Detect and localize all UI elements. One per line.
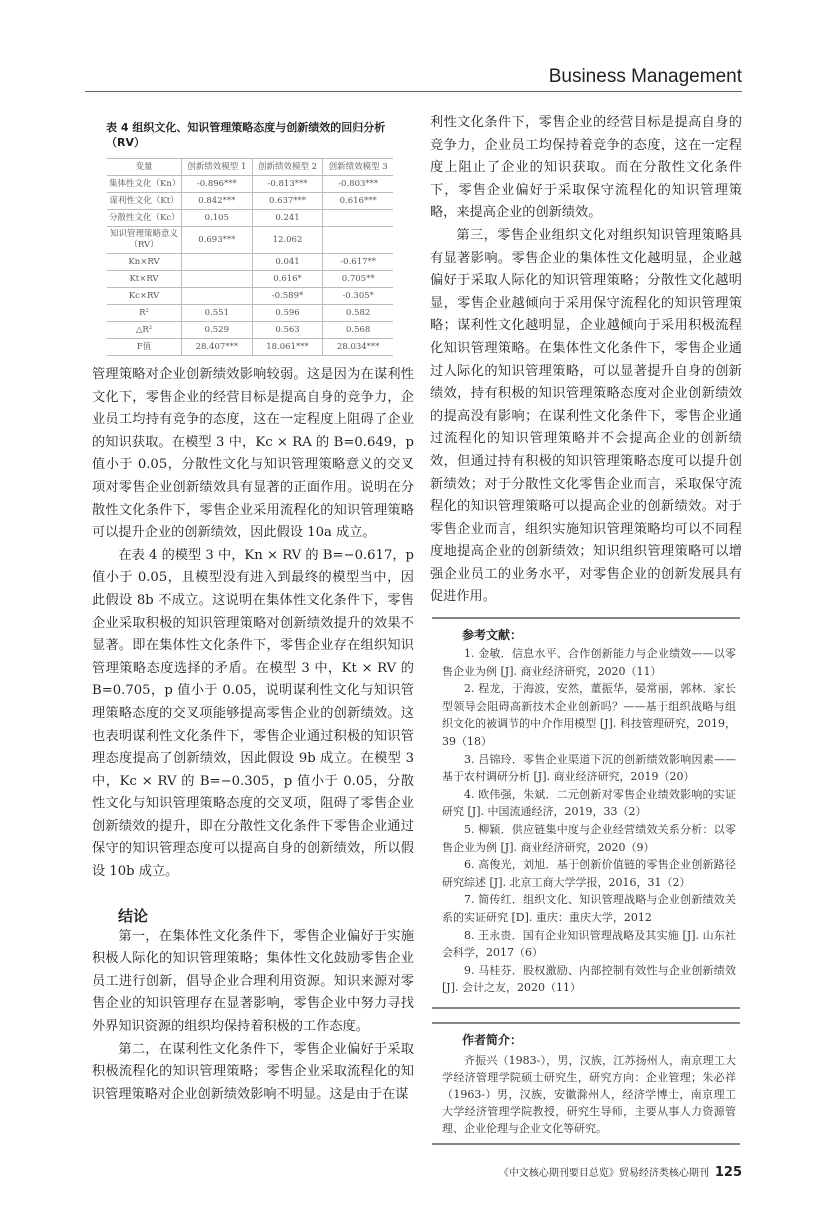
table-cell: 0.693*** [182, 227, 253, 254]
table-row [107, 159, 393, 176]
table-cell: 0.596 [252, 305, 323, 322]
table-cell [182, 254, 253, 271]
references-list [442, 645, 736, 997]
table-row [107, 322, 393, 339]
table-cell: 谋利性文化（Kt） [107, 193, 182, 210]
column-header: 创新绩效模型 2 [252, 159, 323, 176]
table-cell: △R² [107, 322, 182, 339]
table-cell [182, 271, 253, 288]
table-caption: 表 4 组织文化、知识管理策略态度与创新绩效的回归分析（RV） [106, 121, 386, 149]
page-number: 125 [714, 1164, 742, 1180]
divider [432, 1007, 740, 1009]
table-cell: 0.616*** [323, 193, 393, 210]
author-heading: 作者简介： [462, 1032, 523, 1047]
table-row [107, 227, 393, 254]
divider [432, 1143, 740, 1145]
reference-item: 2. 程龙，于海波，安然，董振华，晏常丽，郭林．家长型领导会阻碍高新技术企业创新吗？——基于组织战略与组织文化的被调节的中介作用模型 [J]. 科技管理研究，2019，39（18） [442, 682, 736, 749]
table-cell: 0.705** [323, 271, 393, 288]
table-cell: 0.637*** [252, 193, 323, 210]
table-cell: 0.568 [323, 322, 393, 339]
paragraph: 第三，零售企业组织文化对组织知识管理策略具有显著影响。零售企业的集体性文化越明显，企业越偏好于采取人际化的知识管理策略；分散性文化越明显，零售企业越倾向于采用保守流程化的知识管理策略；谋利性文化越明显，企业越倾向于采用积极流程化知识管理策略。在集体性文化条件下，零售企业通过人际化的知识管理策略，可以显著提升自身的创新绩效，持有积极的知识管理策略态度对企业创新绩效的提高没有影响；在谋利性文化条件下，零售企业通过流程化的知识管理策略并不会提高企业的创新绩效，但通过持有积极的知识管理策略态度可以提升创新绩效；对于分散性文化零售企业而言，采取保守流程化的知识管理策略可以提高企业的创新绩效。对于零售企业而言，组织实施知识管理策略均可以不同程度地提高企业的创新绩效；知识组织管理策略可以增强企业员工的业务水平，对零售企业的创新发展具有促进作用。 [430, 227, 742, 605]
table-row [107, 210, 393, 227]
reference-item: 5. 柳颖．供应链集中度与企业经营绩效关系分析：以零售企业为例 [J]. 商业经济研究，2020（9） [442, 823, 736, 854]
reference-item: 7. 简传红．组织文化、知识管理战略与企业创新绩效关系的实证研究 [D]. 重庆：重庆大学，2012 [442, 893, 736, 924]
table-cell: 0.563 [252, 322, 323, 339]
table-cell [323, 210, 393, 227]
paragraph: 第二，在谋利性文化条件下，零售企业偏好于采取积极流程化的知识管理策略；零售企业采取流程化的知识管理策略对企业创新绩效影响不明显。这是由于在谋 [92, 1041, 414, 1102]
table-row [107, 254, 393, 271]
table-cell: 0.842*** [182, 193, 253, 210]
table-cell: Kt×RV [107, 271, 182, 288]
table-row [107, 193, 393, 210]
paragraph: 管理策略对企业创新绩效影响较弱。这是因为在谋利性文化下，零售企业的经营目标是提高自身的竞争力，企业员工均持有竞争的态度，这在一定程度上阻碍了企业的知识获取。在模型 3 中，Kc × RA 的 B=0.649，p 值小于 0.05，分散性文化与知识管理策略意义的交叉项对零售企业创新绩效具有显著的正面作用。说明在分散性文化条件下，零售企业采用流程化的知识管理策略可以提升企业的创新绩效，因此假设 10a 成立。 [92, 367, 414, 541]
section-heading-conclusion: 结论 [118, 906, 149, 925]
table-cell: 0.041 [252, 254, 323, 271]
table-cell: F值 [107, 339, 182, 356]
table-cell: -0.803*** [323, 176, 393, 193]
table-cell: 0.582 [323, 305, 393, 322]
conclusion-body [92, 926, 414, 1107]
table-cell: 28.407*** [182, 339, 253, 356]
table-cell: 0.105 [182, 210, 253, 227]
header-rule [85, 91, 742, 92]
footer-journal: 《中文核心期刊要目总览》贸易经济类核心期刊 [498, 1167, 709, 1179]
divider [432, 617, 740, 619]
table-cell: -0.589* [252, 288, 323, 305]
column-header: 创新绩效模型 3 [323, 159, 393, 176]
reference-item: 4. 欧伟强，朱斌．二元创新对零售企业绩效影响的实证研究 [J]. 中国流通经济，2019，33（2） [442, 787, 736, 819]
table-cell: 集体性文化（Kn） [107, 176, 182, 193]
table-cell: 知识管理策略意义（RV） [107, 227, 182, 254]
table-cell [182, 288, 253, 305]
running-header: Business Management [548, 66, 742, 87]
references-heading: 参考文献： [462, 628, 523, 643]
table-cell: 分散性文化（Kc） [107, 210, 182, 227]
table-cell: Kc×RV [107, 288, 182, 305]
table-cell: 12.062 [252, 227, 323, 254]
paragraph: 在表 4 的模型 3 中，Kn × RV 的 B=−0.617，p 值小于 0.05，且模型没有进入到最终的模型当中，因此假设 8b 不成立。这说明在集体性文化条件下，零售企业采取积极的知识管理策略对创新绩效提升的效果不显著。即在集体性文化条件下，零售企业存在组织知识管理策略态度选择的矛盾。在模型 3 中，Kt × RV 的 B=0.705，p 值小于 0.05，说明谋利性文化与知识管理策略态度的交叉项能够提高零售企业的创新绩效。这也表明谋利性文化条件下，零售企业通过积极的知识管理态度提高了创新绩效，因此假设 9b 成立。在模型 3 中，Kc × RV 的 B=−0.305，p 值小于 0.05，分散性文化与知识管理策略态度的交叉项，阻碍了零售企业创新绩效的提升，即在分散性文化条件下零售企业通过保守的知识管理态度可以提高自身的创新绩效，所以假设 10b 成立。 [92, 547, 414, 880]
reference-item: 8. 王永贵．国有企业知识管理战略及其实施 [J]. 山东社会科学，2017（6） [442, 928, 736, 960]
table-cell: 0.551 [182, 305, 253, 322]
paragraph: 利性文化条件下，零售企业的经营目标是提高自身的竞争力，企业员工均保持着竞争的态度，这在一定程度上阻止了企业的知识获取。而在分散性文化条件下，零售企业偏好于采取保守流程化的知识管理策略，来提高企业的创新绩效。 [430, 115, 742, 221]
table-cell [323, 227, 393, 254]
left-column-top [92, 364, 414, 884]
table-cell: -0.617** [323, 254, 393, 271]
table-cell: Kn×RV [107, 254, 182, 271]
table-row [107, 339, 393, 356]
divider [432, 1022, 740, 1024]
regression-table [107, 158, 393, 356]
paragraph: 第一，在集体性文化条件下，零售企业偏好于实施积极人际化的知识管理策略；集体性文化鼓励零售企业员工进行创新，倡导企业合理利用资源。知识来源对零售企业的知识管理存在显著影响，零售企业中努力寻找外界知识资源的组织均保持着积极的工作态度。 [92, 928, 414, 1035]
table-cell: 0.241 [252, 210, 323, 227]
reference-item: 9. 马桂芬．股权激励、内部控制有效性与企业创新绩效 [J]. 会计之友，2020（11） [442, 963, 736, 995]
reference-item: 1. 金敏．信息水平、合作创新能力与企业绩效——以零售企业为例 [J]. 商业经济研究，2020（11） [442, 647, 736, 678]
table-cell: 0.616* [252, 271, 323, 288]
table-cell: -0.813*** [252, 176, 323, 193]
reference-item: 3. 吕锦玲．零售企业渠道下沉的创新绩效影响因素——基于农村调研分析 [J]. 商业经济研究，2019（20） [442, 752, 736, 784]
reference-item: 6. 高俊光，刘旭．基于创新价值链的零售企业创新路径研究综述 [J]. 北京工商大学学报，2016，31（2） [442, 858, 736, 889]
table-row [107, 176, 393, 193]
right-column-body [430, 112, 742, 609]
table-cell: -0.305* [323, 288, 393, 305]
table-row [107, 288, 393, 305]
table-cell: 28.034*** [323, 339, 393, 356]
author-bio: 齐振兴（1983-），男，汉族，江苏扬州人，南京理工大学经济管理学院硕士研究生，研究方向：企业管理；朱必祥（1963-）男，汉族，安徽滁州人，经济学博士，南京理工大学经济管理学院教授，研究生导师，主要从事人力资源管理、企业伦理与企业文化等研究。 [442, 1053, 736, 1135]
table-row [107, 271, 393, 288]
table-row [107, 305, 393, 322]
two-column-body [92, 115, 742, 1145]
right-column [430, 112, 742, 1145]
table-cell: 0.529 [182, 322, 253, 339]
left-column [92, 120, 414, 1106]
table-cell: R² [107, 305, 182, 322]
column-header: 变量 [107, 159, 182, 176]
table-cell: -0.896*** [182, 176, 253, 193]
table-cell: 18.061*** [252, 339, 323, 356]
footer [92, 1165, 742, 1182]
column-header: 创新绩效模型 1 [182, 159, 253, 176]
